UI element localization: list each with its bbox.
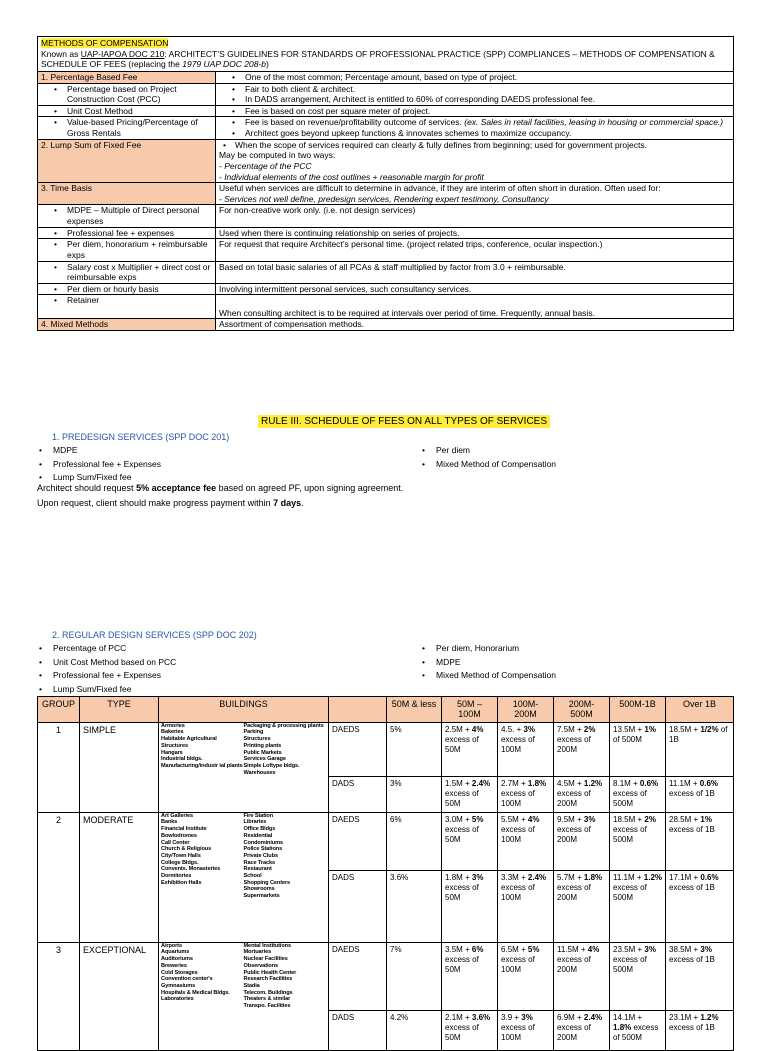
header-type: TYPE [80, 697, 159, 723]
fee-cell [442, 870, 498, 942]
base-rate: 4.2% [387, 1010, 442, 1050]
predesign-left-item: • MDPE [37, 444, 161, 458]
building-item: Telecom. Buildings [243, 989, 293, 996]
fee-rate: 2.4% [527, 872, 547, 882]
fee-amount: 8.1M + [613, 778, 640, 788]
fee-excess: excess of 500M [613, 1022, 659, 1042]
fee-cell [554, 812, 610, 870]
building-item: Aquariums [161, 949, 190, 956]
buildings-column [161, 813, 244, 900]
predesign-heading: 1. PREDESIGN SERVICES (SPP DOC 201) [52, 432, 230, 442]
fee-cell [498, 870, 554, 942]
building-item: Church & Religious [161, 846, 212, 853]
fee-excess: excess of 100M [501, 788, 535, 808]
lump-desc-2: May be computed in two ways: [219, 150, 336, 161]
ucm-cell [38, 105, 216, 117]
fee-rate: 5% [527, 944, 540, 954]
lump-desc-1: • When the scope of services required can clearly & fully defines from beginning; used for government projects. [219, 140, 730, 151]
header-50m-100m: 50M – 100M [442, 697, 498, 723]
fee-cell [442, 776, 498, 812]
fee-excess: excess of 100M [501, 1022, 535, 1042]
regular-left-item: • Percentage of PCC [37, 642, 176, 656]
regular-left-item: • Professional fee + Expenses [37, 669, 176, 683]
pcc-desc-cell [216, 83, 734, 105]
pcc-desc-2: • In DADS arrangement, Architect is entitled to 60% of corresponding DAEDS professional fee. [219, 94, 730, 105]
base-rate: 5% [387, 722, 442, 776]
building-item: Breweries [161, 962, 187, 969]
pfe-label: • Professional fee + expenses [41, 228, 212, 239]
fee-cell [666, 722, 734, 776]
fee-excess: excess of 200M [557, 882, 591, 902]
fee-rate: 4% [587, 944, 600, 954]
buildings-column [161, 723, 244, 777]
building-item: Residential [243, 832, 273, 839]
fee-cell [554, 1010, 610, 1050]
pct-desc: • One of the most common; Percentage amount, based on type of project. [219, 72, 730, 83]
buildings-column [244, 943, 327, 1010]
group-type: SIMPLE [80, 722, 159, 812]
building-item: Race Tracks [243, 859, 276, 866]
intro-lead: Known as [41, 48, 81, 59]
building-item: Public Markets [243, 749, 282, 756]
mdpe-cell [38, 205, 216, 227]
fee-rate: 0.6% [700, 872, 719, 882]
header-group: GROUP [38, 697, 80, 723]
header-100m-200m: 100M- 200M [498, 697, 554, 723]
building-item: Public Health Center [243, 969, 297, 976]
fee-cell [498, 942, 554, 1010]
fee-amount: 18.5M + [613, 814, 645, 824]
regular-right-item: • Per diem, Honorarium [420, 642, 556, 656]
fee-excess: excess of 500M [613, 824, 647, 844]
fee-excess: excess of 200M [557, 824, 591, 844]
fee-rate: 3% [471, 872, 484, 882]
fee-rate: 2.4% [583, 1012, 603, 1022]
fee-cell [610, 870, 666, 942]
group-type: EXCEPTIONAL [80, 942, 159, 1050]
fee-cell [666, 812, 734, 870]
vbp-label: • Value-based Pricing/Percentage of Gross Rentals [41, 117, 212, 138]
base-rate: 7% [387, 942, 442, 1010]
vbp-desc-1: • Fee is based on revenue/profitability outcome of services. (ex. Sales in retail facilities, leasing in housing or commercial space.) [219, 117, 730, 128]
fee-excess: excess of 50M [445, 954, 479, 974]
building-item: Mental Institutions [243, 942, 292, 949]
regular-left-item: • Lump Sum/Fixed fee [37, 683, 176, 697]
fee-rate: 2% [644, 814, 656, 824]
building-item: Convention center's [161, 976, 213, 983]
fee-excess: excess of 500M [613, 882, 647, 902]
fee-cell [498, 812, 554, 870]
fee-rate: 4% [527, 814, 540, 824]
time-desc-2: - Services not well define, predesign services, Rendering expert testimony, Consultancy [219, 193, 549, 204]
header-50m-less: 50M & less [387, 697, 442, 723]
header-500m-1b: 500M-1B [610, 697, 666, 723]
mixed-head: 4. Mixed Methods [38, 319, 216, 331]
building-item: Convents, Monasteries [161, 866, 221, 873]
fee-amount: 2.5M + [445, 724, 472, 734]
intro-close: ) [266, 59, 269, 70]
building-item: Armories [161, 722, 185, 729]
fee-amount: 28.5M + [669, 814, 701, 824]
pdh-desc: For request that require Architect’s personal time. (project related trips, conference, ocular inspection.) [216, 239, 734, 261]
fee-rate: 1.2% [583, 778, 603, 788]
building-item: Observations [243, 962, 279, 969]
mixed-desc: Assortment of compensation methods. [216, 319, 734, 331]
building-item: Airports [161, 942, 182, 949]
fee-amount: 23.5M + [613, 944, 645, 954]
building-item: Research Facilities [243, 976, 293, 983]
header-buildings: BUILDINGS [159, 697, 329, 723]
building-item: Theaters & similar [243, 996, 291, 1003]
fee-excess: excess of 1B [669, 824, 715, 834]
building-item: School [243, 873, 262, 880]
building-item: Manufacturing/industr ial plants [161, 762, 243, 769]
ucm-desc: • Fee is based on cost per square meter of project. [219, 106, 730, 117]
fee-rate: 3% [644, 944, 656, 954]
base-rate: 3.6% [387, 870, 442, 942]
base-rate: 3% [387, 776, 442, 812]
fee-rate: 3% [583, 814, 596, 824]
building-item: Call Center [161, 839, 190, 846]
building-item: Packaging & processing plants Parking [243, 722, 324, 736]
methods-table [37, 36, 734, 331]
fee-excess: excess of 1B [669, 788, 715, 798]
fee-amount: 3.9 + [501, 1012, 522, 1022]
intro-doc: UAP-IAPOA DOC 210 [80, 48, 165, 59]
building-item: Stadia [243, 982, 260, 989]
time-head: 3. Time Basis [38, 183, 216, 205]
buildings-list [161, 943, 326, 1010]
group-number: 2 [38, 812, 80, 942]
building-item: City/Town Halls [161, 852, 201, 859]
fee-rate: 1.8% [613, 1022, 632, 1032]
arrangement-label: DADS [329, 870, 387, 942]
fees-header-row [38, 697, 734, 723]
fee-excess: excess of 200M [557, 1022, 591, 1042]
lump-desc-3: - Percentage of the PCC [219, 160, 312, 171]
fee-rate: 3.6% [471, 1012, 491, 1022]
fee-rate: 1/2% [700, 724, 719, 734]
building-item: Gymnasiums [161, 982, 196, 989]
fee-row [38, 812, 734, 870]
pdhr-cell [38, 283, 216, 295]
fee-cell [554, 942, 610, 1010]
fee-rate: 1.2% [700, 1012, 719, 1022]
predesign-right-item: • Per diem [420, 444, 556, 458]
fee-cell [554, 722, 610, 776]
arrangement-label: DAEDS [329, 722, 387, 776]
fee-excess: excess of 50M [445, 734, 479, 754]
fee-amount: 18.5M + [669, 724, 701, 734]
fee-cell [442, 942, 498, 1010]
building-item: Dormitories [161, 873, 192, 880]
fee-rate: 3% [521, 1012, 533, 1022]
fee-amount: 11.1M + [669, 778, 700, 788]
buildings-list [161, 813, 326, 900]
building-item: Transpo. Facilities [243, 1003, 291, 1010]
building-item: Fire Station [243, 812, 274, 819]
fee-excess: excess of 500M [613, 788, 647, 808]
fee-rate: 2.4% [471, 778, 491, 788]
fee-excess: excess of 1B [669, 1022, 715, 1032]
fee-rate: 1.8% [527, 778, 547, 788]
fee-cell [442, 722, 498, 776]
building-item: Nuclear Facilities [243, 956, 288, 963]
ret-desc: When consulting architect is to be required at intervals over period of time. Frequently, annual basis. [216, 295, 734, 319]
fee-excess: excess of 50M [445, 788, 479, 808]
ucm-desc-cell [216, 105, 734, 117]
fee-row [38, 942, 734, 1010]
building-item: Banks [161, 819, 178, 826]
predesign-left-item: • Professional fee + Expenses [37, 458, 161, 472]
fee-cell [610, 942, 666, 1010]
fee-amount: 2.1M + [445, 1012, 472, 1022]
building-item: Simple Loftype bldgs. [243, 762, 300, 769]
pdhr-label: • Per diem or hourly basis [41, 284, 212, 295]
fee-excess: excess of 500M [613, 954, 647, 974]
fee-amount: 3.5M + [445, 944, 472, 954]
predesign-note-2: Upon request, client should make progress payment within 7 days. [37, 498, 304, 508]
fee-rate: 2% [583, 724, 596, 734]
building-item: Supermarkets [243, 893, 280, 900]
fee-cell [554, 776, 610, 812]
fee-amount: 23.1M + [669, 1012, 701, 1022]
building-item: Bakeries [161, 729, 184, 736]
fee-excess: of 500M [613, 734, 642, 744]
fees-table [37, 696, 734, 1051]
methods-title: METHODS OF COMPENSATION [41, 38, 169, 48]
fee-rate: 1.8% [583, 872, 603, 882]
buildings-column [161, 943, 244, 1010]
time-desc-cell [216, 183, 734, 205]
fee-cell [666, 942, 734, 1010]
arrangement-label: DADS [329, 1010, 387, 1050]
sal-desc: Based on total basic salaries of all PCAs & staff multiplied by factor from 3.0 + reimbursable. [216, 261, 734, 283]
mdpe-desc: For non-creative work only. (i.e. not design services) [216, 205, 734, 227]
fee-rate: 1% [644, 724, 656, 734]
fee-cell [498, 722, 554, 776]
fee-cell [666, 776, 734, 812]
fee-rate: 6% [471, 944, 484, 954]
arrangement-label: DADS [329, 776, 387, 812]
fee-amount: 2.7M + [501, 778, 528, 788]
methods-header [38, 37, 734, 72]
fee-amount: 4.5. + [501, 724, 524, 734]
building-item: Cold Storages [161, 969, 198, 976]
buildings-column [244, 813, 327, 900]
fee-amount: 1.8M + [445, 872, 472, 882]
fee-amount: 13.5M + [613, 724, 645, 734]
fee-amount: 5.5M + [501, 814, 528, 824]
fee-excess: excess of 100M [501, 882, 535, 902]
fee-rate: 0.6% [699, 778, 719, 788]
building-item: Hangars [161, 749, 183, 756]
fee-rate: 1.2% [643, 872, 663, 882]
fee-cell [610, 776, 666, 812]
fee-excess: of 1B [669, 724, 728, 744]
ret-cell [38, 295, 216, 319]
fee-excess: excess of 50M [445, 882, 479, 902]
fee-rate: 1% [700, 814, 712, 824]
fee-excess: excess of 200M [557, 788, 591, 808]
pcc-label: • Percentage based on Project Construction Cost (PCC) [41, 84, 212, 105]
pfe-desc: Used when there is continuing relationship on series of projects. [216, 227, 734, 239]
building-item: Structures [243, 736, 271, 743]
fee-cell [610, 722, 666, 776]
building-item: Services Garage [243, 756, 286, 763]
building-item: Libraries [243, 819, 267, 826]
fee-amount: 11.1M + [613, 872, 644, 882]
fee-cell [498, 1010, 554, 1050]
pcc-desc-1: • Fair to both client & architect. [219, 84, 730, 95]
fee-amount: 11.5M + [557, 944, 588, 954]
building-item: Laboratories [161, 996, 194, 1003]
mdpe-label: • MDPE – Multiple of Direct personal expenses [41, 205, 212, 226]
header-arrangement [329, 697, 387, 723]
pct-desc-cell [216, 71, 734, 83]
fee-excess: excess of 50M [445, 824, 479, 844]
building-item: Showrooms [243, 886, 275, 893]
fee-amount: 14.1M + [613, 1012, 643, 1022]
building-item: Mortuaries [243, 949, 272, 956]
fee-amount: 17.1M + [669, 872, 701, 882]
arrangement-label: DAEDS [329, 942, 387, 1010]
lump-desc-cell [216, 139, 734, 183]
pdhr-desc: Involving intermittent personal services, such consultancy services. [216, 283, 734, 295]
building-item: Condominiums [243, 839, 284, 846]
fee-rate: 3% [523, 724, 536, 734]
sal-label: • Salary cost x Multiplier + direct cost or reimbursable exps [41, 262, 212, 283]
rule-title: RULE III. SCHEDULE OF FEES ON ALL TYPES OF SERVICES [258, 415, 550, 428]
fee-amount: 6.5M + [501, 944, 528, 954]
predesign-right-item: • Mixed Method of Compensation [420, 458, 556, 472]
building-item: Office Bldgs [243, 826, 276, 833]
header-over-1b: Over 1B [666, 697, 734, 723]
building-item: Printing plants [243, 742, 282, 749]
fee-cell [498, 776, 554, 812]
fee-amount: 6.9M + [557, 1012, 584, 1022]
regular-heading: 2. REGULAR DESIGN SERVICES (SPP DOC 202) [52, 630, 257, 640]
fee-cell [442, 812, 498, 870]
lump-desc-4: - Individual elements of the cost outlines + reasonable margin for profit [219, 171, 484, 182]
vbp-cell [38, 117, 216, 139]
fee-excess: excess of 50M [445, 1022, 479, 1042]
ucm-label: • Unit Cost Method [41, 106, 212, 117]
time-desc-1: Useful when services are difficult to determine in advance, if they are interim of often short in duration. Often used for: [219, 183, 661, 194]
building-item: Bowlodromes [161, 832, 197, 839]
regular-right-item: • MDPE [420, 656, 556, 670]
building-item: Hospitals & Medical Bldgs. [161, 989, 230, 996]
intro-text: : ARCHITECT’S GUIDELINES FOR STANDARDS OF PROFESSIONAL PRACTICE (SPP) COMPLIANCES – METHODS OF COMPENSATION & SCHEDULE OF FEES (replacing the [41, 48, 715, 70]
vbp-desc-cell [216, 117, 734, 139]
sal-cell [38, 261, 216, 283]
pct-head: 1. Percentage Based Fee [38, 71, 216, 83]
pcc-cell [38, 83, 216, 105]
regular-right-list [420, 642, 556, 683]
fee-excess: excess of 200M [557, 954, 591, 974]
fee-cell [442, 1010, 498, 1050]
header-200m-500m: 200M- 500M [554, 697, 610, 723]
fee-cell [666, 870, 734, 942]
fee-amount: 9.5M + [557, 814, 584, 824]
building-item: College Bldgs. [161, 859, 199, 866]
ret-label: • Retainer [41, 295, 212, 306]
pdh-label: • Per diem, honorarium + reimbursable exps [41, 239, 212, 260]
fee-excess: excess of 1B [669, 882, 715, 892]
fee-rate: 5% [471, 814, 484, 824]
group-number: 3 [38, 942, 80, 1050]
fee-amount: 1.5M + [445, 778, 472, 788]
building-item: Shopping Centers [243, 879, 291, 886]
building-item: Private Clubs [243, 852, 278, 859]
predesign-right-list [420, 444, 556, 471]
building-item: Financial Institute [161, 826, 207, 833]
predesign-note-1: Architect should request 5% acceptance fee based on agreed PF, upon signing agreement. [37, 483, 404, 493]
arrangement-label: DAEDS [329, 812, 387, 870]
fee-excess: excess of 200M [557, 734, 591, 754]
fee-amount: 38.5M + [669, 944, 701, 954]
building-item: Industrial bldgs. [161, 756, 203, 763]
pdh-cell [38, 239, 216, 261]
fee-rate: 0.6% [639, 778, 659, 788]
building-item: Art Galleries [161, 812, 193, 819]
fee-cell [610, 812, 666, 870]
buildings-cell [159, 942, 329, 1050]
fee-cell [610, 1010, 666, 1050]
fee-rate: 4% [471, 724, 484, 734]
fee-excess: excess of 100M [501, 954, 535, 974]
pfe-cell [38, 227, 216, 239]
fee-row [38, 722, 734, 776]
group-type: MODERATE [80, 812, 159, 942]
group-number: 1 [38, 722, 80, 812]
regular-right-item: • Mixed Method of Compensation [420, 669, 556, 683]
building-item: Restaurant [243, 866, 272, 873]
fee-amount: 3.0M + [445, 814, 472, 824]
fee-amount: 5.7M + [557, 872, 584, 882]
building-item: Warehouses [243, 769, 276, 776]
building-item: Exhibition Halls [161, 879, 202, 886]
buildings-list [161, 723, 326, 777]
buildings-cell [159, 722, 329, 812]
buildings-column [244, 723, 327, 777]
fee-amount: 4.5M + [557, 778, 584, 788]
fee-amount: 3.3M + [501, 872, 528, 882]
building-item: Habitable Agricultural Structures [161, 736, 217, 749]
base-rate: 6% [387, 812, 442, 870]
regular-left-list [37, 642, 176, 696]
predesign-left-item: • Lump Sum/Fixed fee [37, 471, 161, 485]
fee-cell [666, 1010, 734, 1050]
fee-excess: excess of 100M [501, 734, 535, 754]
building-item: Police Stations [243, 846, 283, 853]
intro-italic: 1979 UAP DOC 208-b [182, 59, 267, 70]
predesign-left-list [37, 444, 161, 485]
building-item: Auditoriums [161, 956, 193, 963]
regular-left-item: • Unit Cost Method based on PCC [37, 656, 176, 670]
fee-amount: 7.5M + [557, 724, 584, 734]
fee-rate: 3% [700, 944, 712, 954]
fee-excess: excess of 1B [669, 954, 715, 964]
fee-cell [554, 870, 610, 942]
buildings-cell [159, 812, 329, 942]
fee-excess: excess of 100M [501, 824, 535, 844]
lump-head: 2. Lump Sum of Fixed Fee [38, 139, 216, 183]
vbp-desc-2: • Architect goes beyond upkeep functions & innovates schemes to maximize occupancy. [219, 128, 730, 139]
